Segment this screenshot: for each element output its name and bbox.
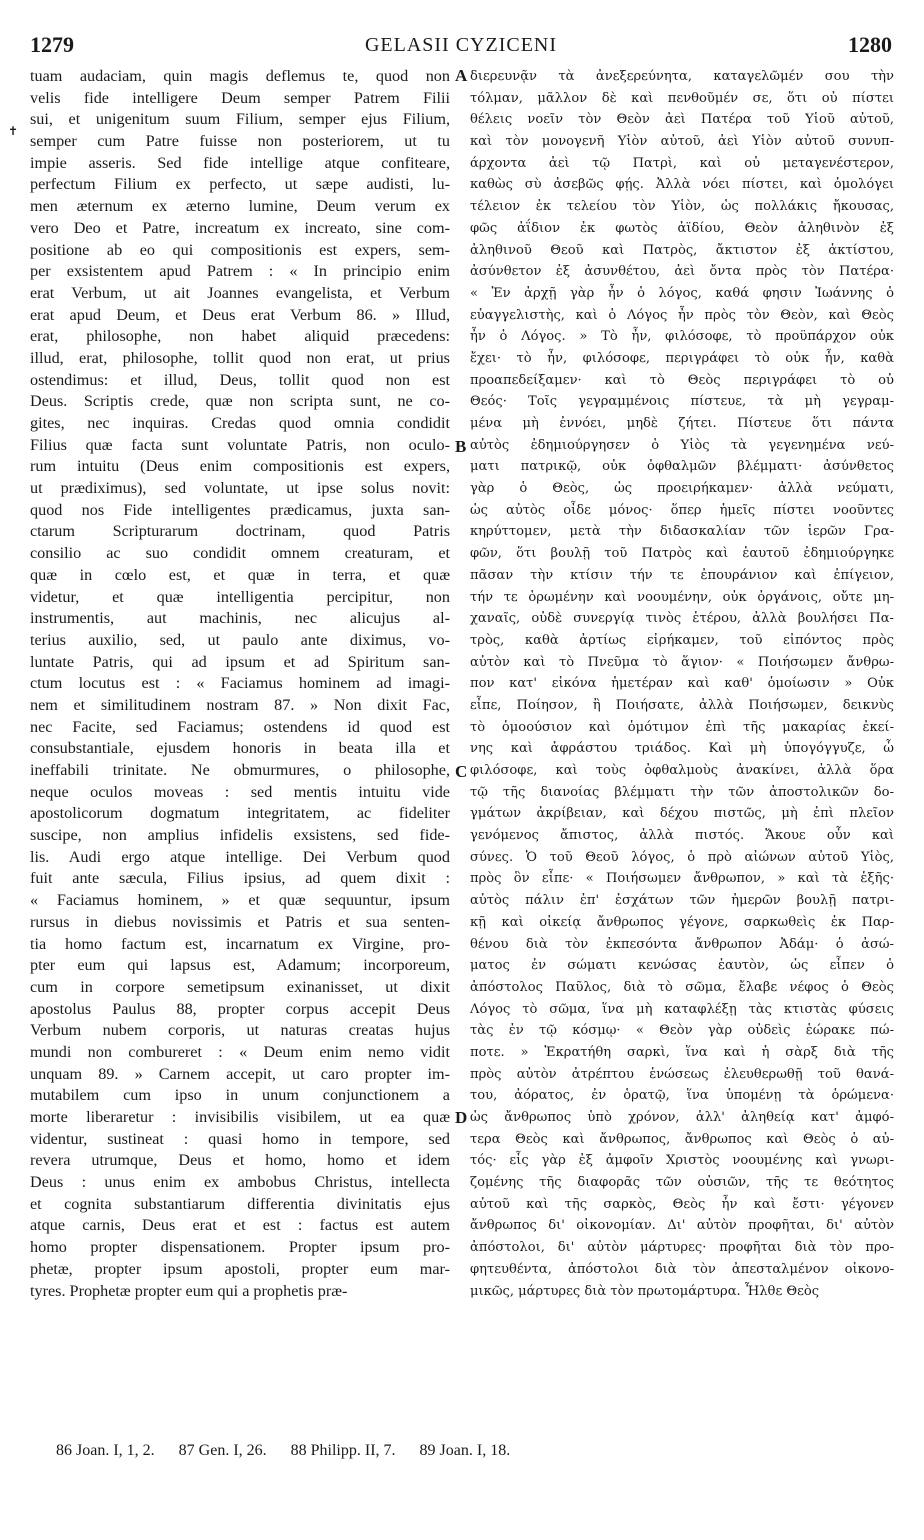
latin-text-line: semper cum Patre fuisse non posteriorem, ut tu (30, 132, 450, 151)
greek-text-line: τρὸς, καθὰ ἀρτίως εἰρήκαμεν, τοῦ εἰπόντος πρὸς (470, 632, 894, 648)
latin-text-line: nec Facite, sed Faciamus; ostendens id quod est (30, 717, 450, 736)
latin-text-line: Verbum nubem corporis, ut naturas creatas hujus (30, 1021, 450, 1040)
greek-text-line: εἶπε, Ποίησον, ἢ Ποιήσατε, ἀλλὰ Ποιήσωμεν, δεικνὺς (470, 697, 894, 713)
section-marker-c: C (455, 762, 468, 781)
greek-text-line: πον κατ' εἰκόνα ἡμετέραν καὶ καθ' ὁμοίωσιν » Οὐκ (470, 676, 894, 692)
section-marker-b: B (455, 437, 467, 456)
latin-text-line: et cognita substantiarum differentia divinitatis ejus (30, 1194, 450, 1213)
greek-text-line: θέλεις νοεῖν τὸν Θεὸν ἀεὶ Πατέρα τοῦ Υἱοῦ αὐτοῦ, (470, 112, 894, 128)
greek-text-line: άρχοντα ἀεὶ τῷ Πατρὶ, καὶ οὐ μεταγενέστερον, (470, 155, 894, 171)
latin-text-line: men æternum ex æterno lumine, Deum verum ex (30, 197, 450, 216)
latin-text-line: erat, philosophe, non habet aliquid præcedens: (30, 327, 450, 346)
latin-text-line: pter eum qui lapsus est, Adamum; incorporeum, (30, 956, 450, 975)
greek-text-line: σύνες. Ὁ τοῦ Θεοῦ λόγος, ὁ πρὸ αἰώνων αὐτοῦ Υἱὸς, (470, 849, 894, 865)
latin-text-line: vero Deo et Patre, increatum ex increato, sine com- (30, 218, 450, 237)
greek-text-line: τῷ τῆς διανοίας βλέμματι τὴν τῶν ἀποστολικῶν δο- (470, 784, 894, 800)
greek-text-line: ματος ἐν σώματι κενώσας ἑαυτὸν, ὡς εἶπεν ὁ (470, 958, 894, 974)
greek-text-line: καὶ τὸν μονογενῆ Υἱὸν αὐτοῦ, ἀεὶ Υἱὸν αὐτοῦ συνυπ- (470, 134, 894, 150)
running-header (30, 32, 892, 62)
greek-text-line: πρὸς ὃν εἶπε· « Ποιήσωμεν ἄνθρωπον, » καὶ τὰ ἑξῆς· (470, 871, 894, 887)
greek-text-line: αὐτοῦ καὶ τῆς σαρκὸς, Θεὸς ἦν καὶ ἔστι· γέγονεν (470, 1196, 894, 1212)
latin-text-line: quæ in cœlo est, et quæ in terra, et quæ (30, 565, 450, 584)
latin-text-line: positione ab eo qui compositionis est expers, sem- (30, 240, 450, 259)
latin-text-line: consubstantiale, ejusdem honoris in beata illa et (30, 739, 450, 758)
latin-text-line: erat apud Deum, et Deus erat Verbum 86. » Illud, (30, 305, 450, 324)
latin-text-line: Filius quæ facta sunt voluntate Patris, non oculo- (30, 435, 450, 454)
running-title: GELASII CYZICENI (364, 34, 558, 56)
latin-text-line: cum in corpore semetipsum exinanisset, ut dixit (30, 977, 450, 996)
greek-text-line: τὰς ἐν τῷ κόσμῳ· « Θεὸν γὰρ οὐδεὶς ἑώρακε πώ- (470, 1023, 894, 1039)
latin-text-line: morte liberaretur : invisibilis visibilem, ut ea quæ (30, 1108, 450, 1126)
greek-text-line: πρὸς αὐτὸν ἀτρέπτου ἑνώσεως ἐλευθερωθῇ τοῦ θανά- (470, 1066, 894, 1082)
latin-text-line: lis. Audi ergo atque intellige. Dei Verbum quod (30, 847, 450, 866)
latin-text-line: impie asseris. Sed fide intellige atque confiteare, (30, 153, 450, 172)
greek-text-line: προαπεδείξαμεν· καὶ τὸ Θεὸς περιγράφει τὸ οὐ (470, 372, 894, 388)
margin-mark: ✝ (8, 124, 19, 138)
greek-text-line: ματι πατρικῷ, οὐκ ὀφθαλμῶν βλέμματι· ἀσύνθετος (470, 459, 894, 475)
greek-text-line: φῶν, ὅτι βουλῇ τοῦ Πατρὸς καὶ ἑαυτοῦ ἐδημιούργηκε (470, 546, 894, 562)
latin-text-line: phetæ, propter ipsum apostoli, propter eum mar- (30, 1259, 450, 1278)
latin-text-line: atque carnis, Deus erat et est : factus est autem (30, 1216, 450, 1235)
latin-text-line: quod nos Fide intelligentes prædicamus, juxta san- (30, 500, 450, 519)
greek-text-line: πᾶσαν τὴν κτίσιν τήν τε ἐπουράνιον καὶ ἐπίγειον, (470, 567, 894, 583)
latin-text-line: ostendimus: et illud, Deus, tollit quod non est (30, 370, 450, 389)
greek-text-line: Λόγος τὸ σῶμα, ἵνα μὴ καταφλέξῃ τὰς κτιστὰς φύσεις (470, 1001, 894, 1017)
greek-text-line: αὐτὸς πάλιν ἐπ' ἐσχάτων τῶν ἡμερῶν βουλῇ πατρι- (470, 893, 894, 909)
latin-text-line: Deus. Scriptis crede, quæ non scripta sunt, ne co- (30, 392, 450, 411)
latin-text-line: apostolus Paulus 88, propter corpus accepit Deus (30, 999, 450, 1018)
latin-text-line: mutabilem cum ipso in unum conjunctionem a (30, 1086, 450, 1105)
latin-text-line: ctarum Scripturarum doctrinam, quod Patris (30, 522, 450, 541)
greek-text-line: ποτε. » Ἐκρατήθη σαρκὶ, ἵνα καὶ ἡ σὰρξ διὰ τῆς (470, 1044, 894, 1060)
latin-text-line: rursus in diebus novissimis et Patris et sua senten- (30, 912, 450, 931)
latin-text-line: suscipe, non amplius infidelis exsistens, sed fide- (30, 826, 450, 845)
latin-text-line: luntate Patris, qui ad ipsum et ad Spiritum san- (30, 652, 450, 671)
latin-text-line: fuit ante sæcula, Filius ipsius, ad quem dixit : (30, 869, 450, 888)
latin-text-line: gites, nec inquiras. Credas quod omnia condidit (30, 414, 450, 432)
greek-text-line: τερα Θεὸς καὶ ἄνθρωπος, ἄνθρωπος καὶ Θεὸς ὁ αὐ- (470, 1131, 894, 1147)
greek-text-line: του, ἀόρατος, ἐν ὁρατῷ, ἵνα ὑπομένῃ τὰ ὁρώμενα· (470, 1088, 894, 1104)
greek-text-line: ἄνθρωπος δι' οἰκονομίαν. Δι' αὐτὸν προφῆται, δι' αὐτὸν (470, 1218, 894, 1234)
section-marker-d: D (455, 1108, 468, 1127)
greek-text-line: ἀληθινοῦ Θεοῦ καὶ Πατρὸς, ἄκτιστον ἐξ ἀκτίστου, (470, 242, 894, 258)
latin-text-line: tyres. Prophetæ propter eum qui a prophetis præ- (30, 1281, 348, 1300)
greek-text-line: ἔχει· τὸ ἦν, φιλόσοφε, περιγράφει τὸ οὐκ ἦν, καθὰ (470, 350, 894, 366)
greek-text-line: γμάτων ἀκρίβειαν, καὶ δέχου πιστῶς, μὴ ἐπὶ πλεῖον (470, 806, 894, 822)
latin-text-line: neque oculos moveas : sed mentis intuitu vide (30, 782, 450, 801)
footnote: 87 Gen. I, 26. (178, 1442, 267, 1459)
latin-text-line: tia homo factum est, incarnatum ex Virgine, pro- (30, 934, 450, 953)
greek-text-line: διερευνᾷν τὰ ἀνεξερεύνητα, καταγελῶμέν σου τὴν (470, 69, 894, 84)
greek-text-line: φιλόσοφε, καὶ τοὺς ὀφθαλμοὺς ἀνακίνει, ἀλλὰ ὅρα (470, 763, 894, 778)
greek-text-line: μικῶς, μάρτυρες διὰ τὸν πρωτομάρτυρα. Ἦλθε Θεὸς (470, 1283, 820, 1299)
greek-text-line: τός· εἷς γὰρ ἐξ ἀμφοῖν Χριστὸς νοουμένης καὶ γνωρι- (470, 1153, 894, 1169)
greek-text-line: ἦν ὁ Λόγος. » Τὸ ἦν, φιλόσοφε, τὸ προϋπάρχον οὐκ (470, 329, 894, 345)
greek-text-line: γενόμενος ἄπιστος, ἀλλὰ πιστός. Ἄκουε οὖν καὶ (470, 828, 894, 844)
greek-text-line: εὐαγγελιστὴς, καὶ ὁ Λόγος ἦν πρὸς τὸν Θεὸν, καὶ Θεὸς (470, 307, 894, 323)
latin-text-line: tuam audaciam, quin magis deflemus te, quod non (30, 67, 450, 85)
page-number-right: 1280 (848, 32, 892, 57)
greek-text-line: θένου διὰ τὸν ἐκπεσόντα ἄνθρωπον Ἀδάμ· ὁ ἀσώ- (470, 936, 894, 952)
greek-text-line: ὡς αὐτὸς οἶδε μόνος· ὅπερ ἡμεῖς πίστει νοοῦντες (470, 502, 894, 518)
latin-text-line: nem et similitudinem nostram 87. » Non dixit Fac, (30, 695, 450, 714)
greek-text-line: τὸ ὁμοούσιον καὶ ὁμότιμον ἐπὶ τῆς μακαρίας ἐκεί- (470, 719, 894, 735)
latin-text-line: apostolicorum dogmatum integritatem, ac fideliter (30, 804, 450, 823)
greek-text-line: νης καὶ ἀφράστου τριάδος. Καὶ μὴ ὑπογόγγυζε, ὦ (470, 741, 894, 757)
greek-text-line: αὐτὸς ἐδημιούργησεν ὁ Υἱὸς τὰ γεγενημένα νεύ- (470, 437, 894, 453)
latin-text-line: videtur, et quæ intelligentia percipitur, non (30, 587, 450, 606)
greek-text-line: αὐτὸν καὶ τὸ Πνεῦμα τὸ ἅγιον· « Ποιήσωμεν ἄνθρω- (470, 654, 894, 670)
greek-text-line: ὡς ἄνθρωπος ὑπὸ χρόνον, ἀλλ' ἀληθείᾳ κατ' ἀμφό- (470, 1110, 894, 1125)
footnote: 86 Joan. I, 1, 2. (56, 1442, 155, 1459)
latin-text-line: illud, erat, philosophe, tollit quod non erat, ut prius (30, 348, 450, 367)
footnote: 88 Philipp. II, 7. (290, 1442, 396, 1459)
greek-text-line: μένα μὴ ἐννόει, μηδὲ ζήτει. Πίστευε ὅτι πάντα (470, 416, 894, 431)
greek-text-line: Θεός· Τοῖς γεγραμμένοις πίστευε, τὰ μὴ γεγραμ- (470, 394, 894, 410)
latin-text-line: sui, et unigenitum suum Filium, semper ejus Filium, (30, 110, 450, 129)
greek-column (470, 66, 894, 1302)
latin-text-line: erat Verbum, ut ait Joannes evangelista, et Verbum (30, 283, 450, 302)
greek-text-line: ζομένης τῆς διαφορᾶς τῶν οὐσιῶν, τῆς τε θεότητος (470, 1175, 894, 1191)
latin-text-line: perfectum Filium ex perfecto, ut sæpe audisti, lu- (30, 175, 450, 194)
footnote: 89 Joan. I, 18. (419, 1442, 511, 1459)
greek-text-line: ἀπόστολος Παῦλος, διὰ τὸ σῶμα, ἔλαβε νέφος ὁ Θεὸς (470, 979, 894, 995)
greek-text-line: « Ἐν ἀρχῇ γὰρ ἦν ὁ λόγος, καθά φησιν Ἰωάννης ὁ (470, 285, 894, 301)
latin-text-line: instrumentis, aut machinis, nec alicujus al- (30, 609, 450, 628)
latin-text-line: terius auxilio, sed, ut paulo ante diximus, vo- (30, 630, 450, 649)
latin-text-line: ineffabili trinitate. Ne obmurmures, o philosophe, (30, 761, 450, 779)
greek-text-line: ἀσύνθετον ἐξ ἀσυνθέτου, ἀεὶ ὄντα πρὸς τὸν Πατέρα· (470, 264, 894, 280)
section-marker-a: A (455, 66, 468, 85)
greek-text-line: καθὼς σὺ ἀσεβῶς φῄς. Ἀλλὰ νόει πίστει, καὶ ὁμολόγει (470, 177, 894, 193)
latin-text-line: unquam 89. » Carnem accepit, ut caro propter im- (30, 1064, 450, 1083)
latin-text-line: per exsistentem apud Patrem : « In principio enim (30, 262, 450, 281)
greek-text-line: κηρύττομεν, μετὰ τὴν διδασκαλίαν τῶν ἱερῶν Γρα- (470, 524, 894, 540)
greek-text-line: τήν τε ὁρωμένην καὶ νοουμένην, οὐκ ὀργάνοις, οὔτε μη- (470, 589, 894, 605)
footnotes (56, 1442, 886, 1460)
latin-text-line: « Faciamus hominem, » et quæ sequuntur, ipsum (30, 891, 450, 910)
latin-text-line: Deus : unus enim ex ambobus Christus, intellecta (30, 1173, 450, 1192)
latin-text-line: ctum locutus est : « Faciamus hominem ad imagi- (30, 674, 450, 693)
latin-text-line: consilio ac suo condidit omnem creaturam, et (30, 544, 450, 563)
greek-text-line: τόλμαν, μᾶλλον δὲ καὶ πενθοῦμέν σε, ὅτι οὐ πίστει (470, 90, 894, 106)
greek-text-line: τέλειον ἐκ τελείου τὸν Υἱὸν, ὡς πολλάκις ἤκουσας, (470, 199, 894, 215)
greek-text-line: χαναῖς, οὐδὲ συνεργίᾳ τινὸς ἑτέρου, ἀλλὰ βουλήσει Πα- (470, 611, 894, 627)
page-number-left: 1279 (30, 32, 74, 57)
latin-text-line: homo propter dispensationem. Propter ipsum pro- (30, 1238, 450, 1257)
greek-text-line: φητευθέντα, ἀπόστολοι διὰ τὸν ἀπεσταλμένον οἰκονο- (470, 1261, 894, 1277)
greek-text-line: κῇ καὶ οἰκείᾳ ἄνθρωπος γέγονε, σαρκωθεὶς ἐκ Παρ- (470, 914, 894, 930)
latin-column (30, 66, 450, 1302)
latin-text-line: ut prædiximus), sed voluntate, ut ipse solus novit: (30, 479, 450, 498)
greek-text-line: φῶς ἀΐδιον ἐκ φωτὸς ἀϊδίου, Θεὸν ἀληθινὸν ἐξ (470, 220, 894, 236)
latin-text-line: mundi non combureret : « Deum enim nemo vidit (30, 1042, 450, 1061)
greek-text-line: ἀπόστολοι, δι' αὐτὸν μάρτυρες· προφῆται διὰ τὸν προ- (470, 1240, 894, 1256)
latin-text-line: velis fide intelligere Deum semper Patrem Filii (30, 88, 450, 107)
latin-text-line: rum intuitu (Deus enim compositionis est expers, (30, 457, 450, 476)
greek-text-line: γὰρ ὁ Θεὸς, ὡς προειρήκαμεν· ἀλλὰ νεύματι, (470, 481, 894, 497)
latin-text-line: videntur, sustineat : quasi homo in tempore, sed (30, 1129, 450, 1148)
latin-text-line: revera utrumque, Deus et homo, homo et idem (30, 1151, 450, 1170)
